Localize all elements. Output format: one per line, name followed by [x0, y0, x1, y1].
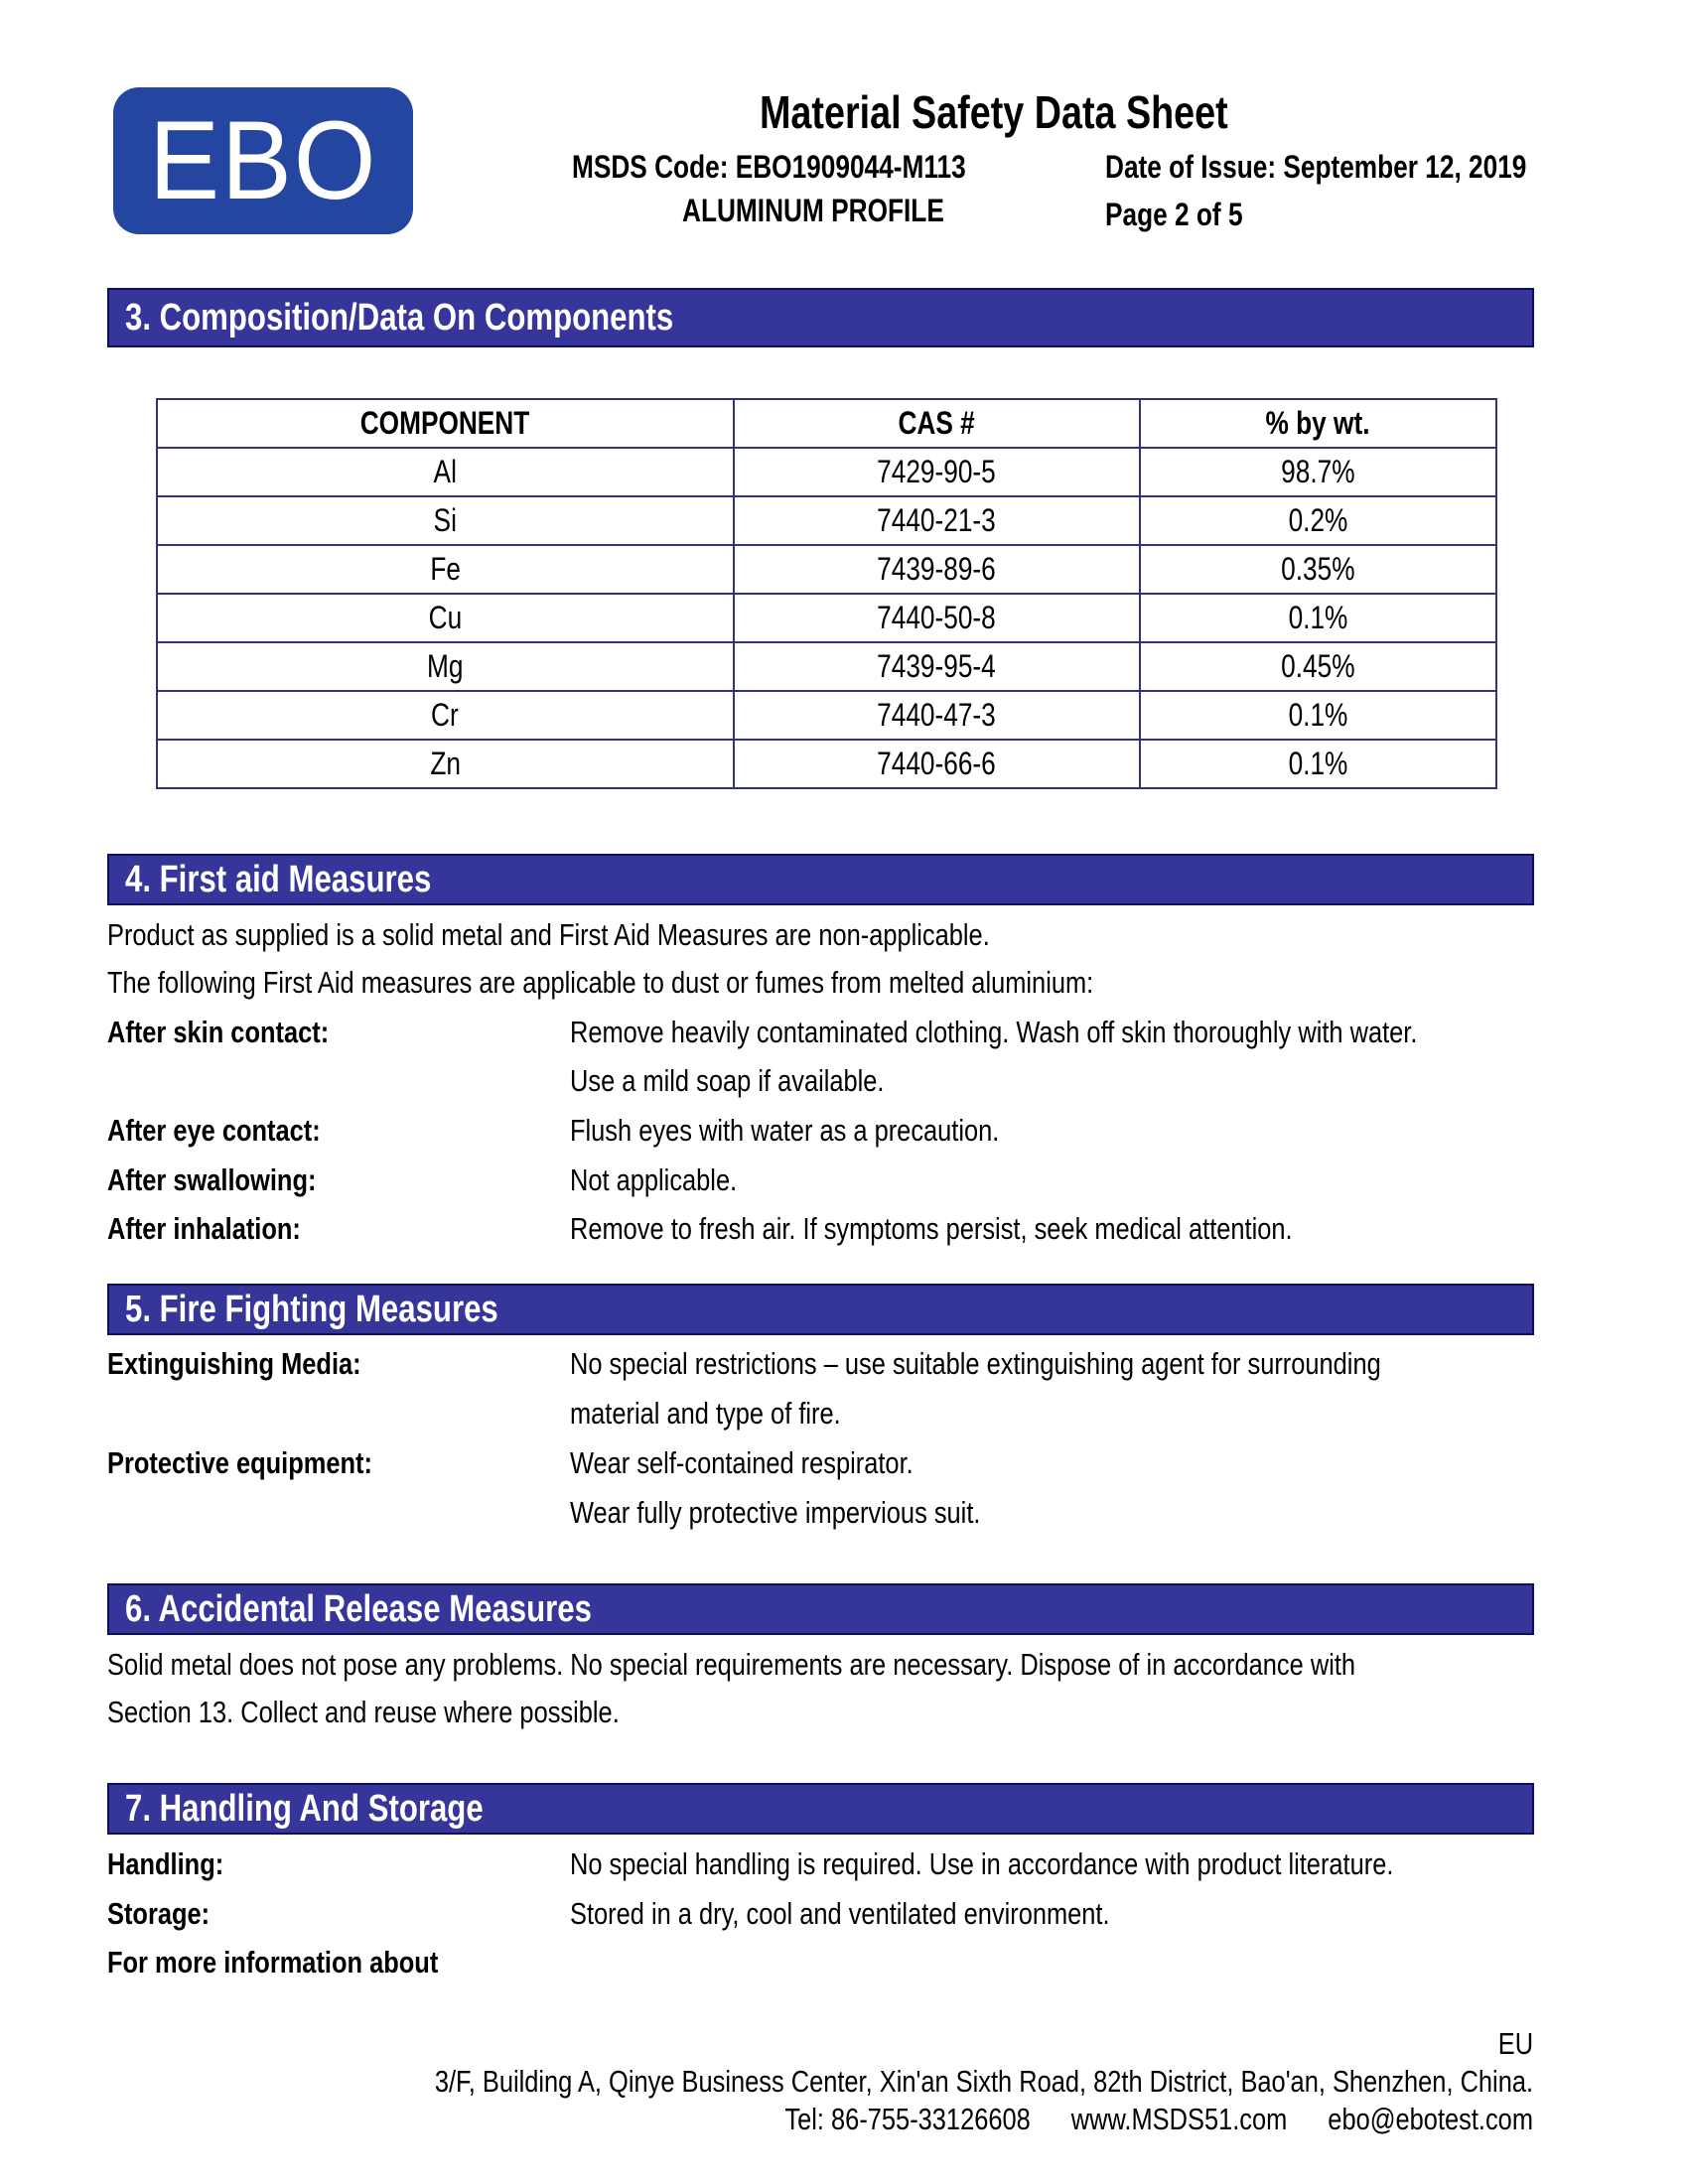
percent-cell: 0.1% [1140, 691, 1497, 740]
percent-cell: 0.45% [1140, 642, 1497, 691]
percent-cell: 0.1% [1140, 594, 1497, 642]
table-header-row [157, 399, 1496, 448]
swallowing-label: After swallowing: [107, 1162, 317, 1197]
storage-text: Stored in a dry, cool and ventilated environment. [570, 1896, 1110, 1931]
accidental-release-text-2: Section 13. Collect and reuse where possible. [107, 1695, 620, 1729]
section-5-title: 5. Fire Fighting Measures [125, 1289, 498, 1330]
column-header-percent: % by wt. [1140, 399, 1497, 448]
component-cell: Al [157, 448, 734, 496]
inhalation-label: After inhalation: [107, 1211, 301, 1246]
protective-equipment-label: Protective equipment: [107, 1445, 372, 1480]
table-row [157, 740, 1496, 788]
extinguishing-media-label: Extinguishing Media: [107, 1346, 361, 1381]
footer-website[interactable]: www.MSDS51.com [1070, 2102, 1288, 2136]
product-name: ALUMINUM PROFILE [682, 193, 944, 228]
cas-cell: 7440-66-6 [734, 740, 1140, 788]
skin-contact-text-2: Use a mild soap if available. [570, 1063, 885, 1098]
component-cell: Fe [157, 545, 734, 594]
component-cell: Zn [157, 740, 734, 788]
first-aid-intro-1: Product as supplied is a solid metal and First Aid Measures are non-applicable. [107, 917, 990, 952]
percent-cell: 98.7% [1140, 448, 1497, 496]
inhalation-text: Remove to fresh air. If symptoms persist, seek medical attention. [570, 1211, 1293, 1246]
msds-code: MSDS Code: EBO1909044-M113 [572, 149, 966, 185]
protective-equipment-text-2: Wear fully protective impervious suit. [570, 1495, 981, 1530]
accidental-release-text-1: Solid metal does not pose any problems. No special requirements are necessary. Dispose of in accordance with [107, 1647, 1356, 1682]
cas-cell: 7439-95-4 [734, 642, 1140, 691]
cas-cell: 7440-47-3 [734, 691, 1140, 740]
component-cell: Mg [157, 642, 734, 691]
cas-cell: 7440-50-8 [734, 594, 1140, 642]
more-info-label: For more information about [107, 1945, 439, 1979]
protective-equipment-text-1: Wear self-contained respirator. [570, 1445, 914, 1480]
cas-cell: 7429-90-5 [734, 448, 1140, 496]
component-cell: Cr [157, 691, 734, 740]
cas-cell: 7439-89-6 [734, 545, 1140, 594]
handling-text: No special handling is required. Use in accordance with product literature. [570, 1846, 1394, 1881]
eye-contact-text: Flush eyes with water as a precaution. [570, 1113, 1000, 1148]
first-aid-intro-2: The following First Aid measures are applicable to dust or fumes from melted aluminium: [107, 965, 1094, 1000]
section-4-title: 4. First aid Measures [125, 859, 432, 900]
section-6-title: 6. Accidental Release Measures [125, 1588, 592, 1630]
footer-contact [784, 2100, 1533, 2139]
footer-tel: Tel: 86-755-33126608 [784, 2102, 1031, 2136]
extinguishing-media-text-2: material and type of fire. [570, 1396, 841, 1431]
extinguishing-media-text-1: No special restrictions – use suitable extinguishing agent for surrounding [570, 1346, 1381, 1381]
logo-text: EBO [148, 98, 378, 222]
section-4-header [107, 854, 1534, 905]
section-7-header [107, 1783, 1534, 1835]
footer-address: 3/F, Building A, Qinye Business Center, Xin'an Sixth Road, 82th District, Bao'an, Shenzhen, China. [434, 2064, 1533, 2099]
storage-label: Storage: [107, 1896, 211, 1931]
section-3-title: 3. Composition/Data On Components [125, 297, 674, 339]
table-row [157, 545, 1496, 594]
handling-label: Handling: [107, 1846, 224, 1881]
swallowing-text: Not applicable. [570, 1162, 738, 1197]
document-title: Material Safety Data Sheet [760, 86, 1228, 138]
percent-cell: 0.2% [1140, 496, 1497, 545]
composition-table [156, 398, 1497, 789]
table-row [157, 448, 1496, 496]
table-row [157, 594, 1496, 642]
table-row [157, 496, 1496, 545]
footer-email[interactable]: ebo@ebotest.com [1328, 2102, 1533, 2136]
eye-contact-label: After eye contact: [107, 1113, 321, 1148]
cas-cell: 7440-21-3 [734, 496, 1140, 545]
section-6-header [107, 1583, 1534, 1635]
page-number: Page 2 of 5 [1105, 197, 1243, 232]
ebo-logo [113, 87, 413, 234]
component-cell: Si [157, 496, 734, 545]
date-of-issue: Date of Issue: September 12, 2019 [1105, 149, 1527, 185]
footer-region: EU [1497, 2026, 1533, 2061]
skin-contact-text-1: Remove heavily contaminated clothing. Wash off skin thoroughly with water. [570, 1015, 1418, 1049]
percent-cell: 0.1% [1140, 740, 1497, 788]
column-header-component: COMPONENT [157, 399, 734, 448]
component-cell: Cu [157, 594, 734, 642]
column-header-cas: CAS # [734, 399, 1140, 448]
section-7-title: 7. Handling And Storage [125, 1788, 484, 1830]
section-3-header [107, 288, 1534, 347]
table-row [157, 642, 1496, 691]
table-row [157, 691, 1496, 740]
skin-contact-label: After skin contact: [107, 1015, 330, 1049]
percent-cell: 0.35% [1140, 545, 1497, 594]
section-5-header [107, 1284, 1534, 1335]
